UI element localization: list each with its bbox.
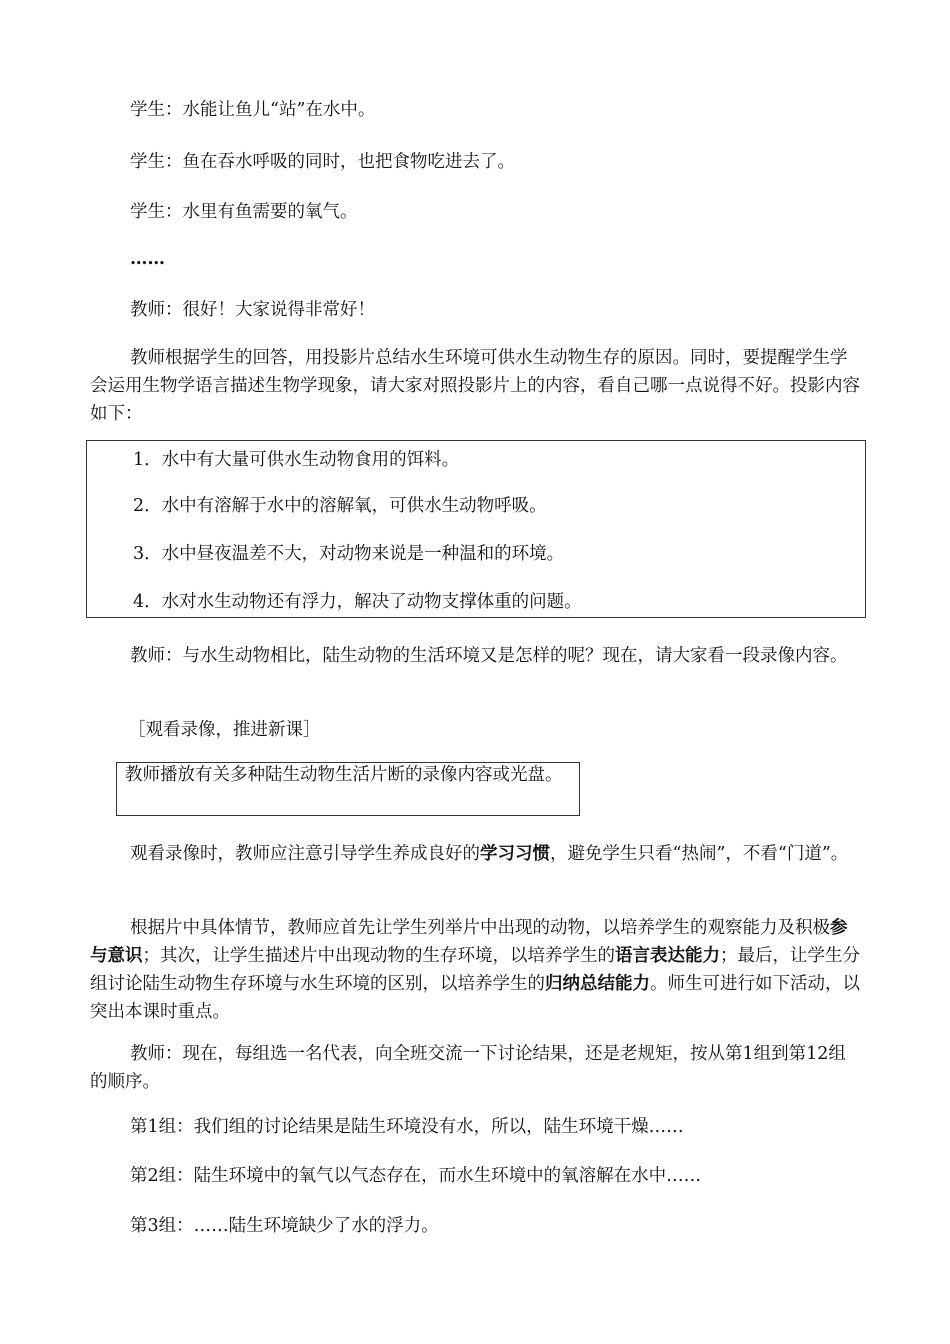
video-note-text: 教师播放有关多种陆生动物生活片断的录像内容或光盘。 [125, 765, 563, 785]
dialogue-line-student-3: 学生：水里有鱼需要的氧气。 [130, 202, 358, 222]
bold-term-study-habits: 学习习惯 [480, 844, 550, 864]
projection-item-4: 4．水对水生动物还有浮力，解决了动物支撑体重的问题。 [133, 592, 582, 612]
text-span: ；最后，让学生分组讨论陆生动物生存环境与水生环境的区别，以培养学生的 [90, 946, 860, 994]
paragraph-abilities [90, 914, 860, 1026]
paragraph-teacher-instruction: 教师：现在，每组选一名代表，向全班交流一下讨论结果，还是老规矩，按从第1组到第12组的顺序。 [90, 1044, 846, 1092]
dialogue-line-student-2: 学生：鱼在吞水呼吸的同时，也把食物吃进去了。 [130, 152, 515, 172]
bold-term-participation: 参与意识 [90, 918, 848, 966]
video-note-box [116, 762, 580, 816]
bold-term-language-expression: 语言表达能力 [615, 946, 720, 966]
group-answer-1: 第1组：我们组的讨论结果是陆生环境没有水，所以，陆生环境干燥…… [130, 1117, 684, 1137]
dialogue-line-student-1: 学生：水能让鱼儿“站”在水中。 [130, 100, 376, 120]
dialogue-line-teacher-praise: 教师：很好！大家说得非常好！ [130, 300, 375, 320]
projection-item-2: 2．水中有溶解于水中的溶解氧，可供水生动物呼吸。 [133, 496, 547, 516]
group-answer-2: 第2组：陆生环境中的氧气以气态存在，而水生环境中的氧溶解在水中…… [130, 1166, 702, 1186]
projection-box [86, 440, 866, 618]
text-span: 。师生可进行如下活动，以突出本课时重点。 [90, 974, 860, 1022]
projection-item-1: 1．水中有大量可供水生动物食用的饵料。 [133, 450, 460, 470]
ellipsis-line: …… [130, 249, 165, 269]
paragraph-habits [90, 840, 860, 868]
text-span: 根据片中具体情节，教师应首先让学生列举片中出现的动物，以培养学生的观察能力及积极 [130, 918, 830, 938]
group-answer-3: 第3组：……陆生环境缺少了水的浮力。 [130, 1216, 439, 1236]
bold-term-summarizing: 归纳总结能力 [545, 974, 650, 994]
paragraph-teacher-question: 教师：与水生动物相比，陆生动物的生活环境又是怎样的呢？现在，请大家看一段录像内容。 [130, 646, 848, 666]
paragraph-summary: 教师根据学生的回答，用投影片总结水生环境可供水生动物生存的原因。同时，要提醒学生学会运用生物学语言描述生物学现象，请大家对照投影片上的内容，看自己哪一点说得不好。投影内容如下： [90, 348, 860, 424]
text-span: ，避免学生只看“热闹”，不看“门道”。 [550, 844, 849, 864]
text-span: 观看录像时，教师应注意引导学生养成良好的 [130, 844, 480, 864]
section-heading: ［观看录像，推进新课］ [128, 720, 321, 740]
projection-item-3: 3．水中昼夜温差不大，对动物来说是一种温和的环境。 [133, 544, 565, 564]
text-span: ；其次，让学生描述片中出现动物的生存环境，以培养学生的 [142, 946, 615, 966]
